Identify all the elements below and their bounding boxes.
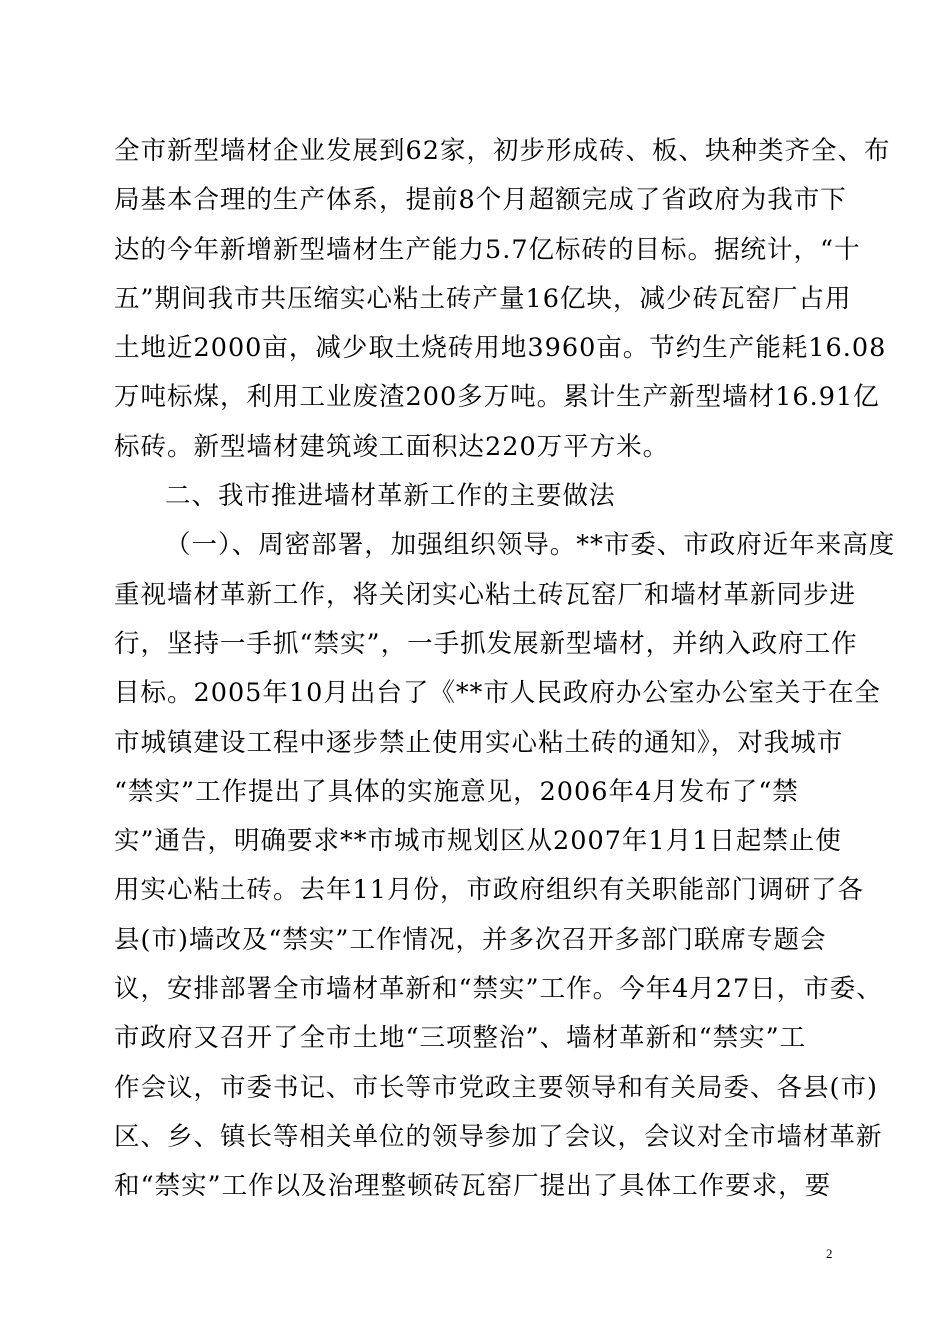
text-line: 标砖。新型墙材建筑竣工面积达220万平方米。: [114, 431, 670, 462]
page-number: 2: [826, 1246, 833, 1261]
text-line: 达的今年新增新型墙材生产能力5.7亿标砖的目标。据统计，“十: [114, 234, 861, 265]
text-line: 区、乡、镇长等相关单位的领导参加了会议，会议对全市墙材革新: [114, 1121, 883, 1152]
text-line: 作会议，市委书记、市长等市党政主要领导和有关局委、各县(市): [114, 1072, 878, 1103]
text-line: 和“禁实”工作以及治理整顿砖瓦窑厂提出了具体工作要求，要: [114, 1171, 832, 1202]
text-line: 五”期间我市共压缩实心粘土砖产量16亿块，减少砖瓦窑厂占用: [114, 283, 852, 314]
text-line: 重视墙材革新工作，将关闭实心粘土砖瓦窑厂和墙材革新同步进: [114, 579, 857, 610]
text-line: 县(市)墙改及“禁实”工作情况，并多次召开多部门联席专题会: [114, 924, 827, 955]
text-line: 行，坚持一手抓“禁实”，一手抓发展新型墙材，并纳入政府工作: [114, 628, 858, 659]
text-line: 目标。2005年10月出台了《**市人民政府办公室办公室关于在全: [114, 678, 881, 709]
text-line: 实”通告，明确要求**市城市规划区从2007年1月1日起禁止使: [114, 826, 842, 857]
body-text: [114, 127, 896, 1212]
text-line: 全市新型墙材企业发展到62家，初步形成砖、板、块种类齐全、布: [114, 136, 891, 166]
text-line: 用实心粘土砖。去年11月份，市政府组织有关职能部门调研了各: [114, 875, 864, 906]
text-line: “禁实”工作提出了具体的实施意见，2006年4月发布了“禁: [114, 776, 799, 807]
text-line: 万吨标煤，利用工业废渣200多万吨。累计生产新型墙材16.91亿: [114, 382, 880, 413]
text-line: 局基本合理的生产体系，提前8个月超额完成了省政府为我市下: [114, 185, 847, 216]
text-line: 土地近2000亩，减少取土烧砖用地3960亩。节约生产能耗16.08: [114, 333, 887, 364]
text-line: 市政府又召开了全市土地“三项整治”、墙材革新和“禁实”工: [114, 1023, 807, 1054]
subsection-heading-line: （一）、周密部署，加强组织领导。**市委、市政府近年来高度: [165, 530, 896, 561]
text-line: 市城镇建设工程中逐步禁止使用实心粘土砖的通知》，对我城市: [114, 727, 844, 758]
section-heading: 二、我市推进墙材革新工作的主要做法: [165, 481, 616, 512]
text-line: 议，安排部署全市墙材革新和“禁实”工作。今年4月27日，市委、: [114, 974, 883, 1005]
